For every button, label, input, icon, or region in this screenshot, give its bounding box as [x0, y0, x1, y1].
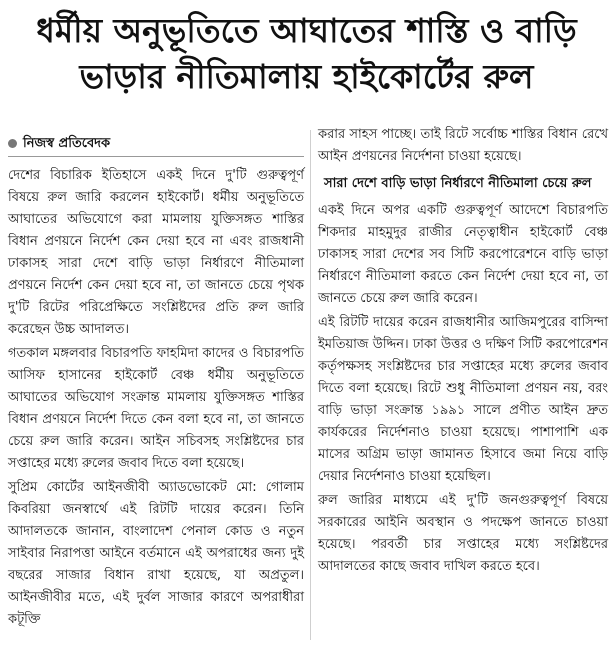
headline-line-2: ভাড়ার নীতিমালায় হাইকোর্টের রুল	[79, 57, 534, 96]
paragraph: সুপ্রিম কোর্টের আইনজীবী অ্যাডভোকেট মো: গোলাম কিবরিয়া জনস্বার্থে এই রিটটি দায়ের করেন। তিনি আদালতকে জানান, বাংলাদেশ পেনাল কোড ও নতুন সাইবার নিরাপত্তা আইনে বর্তমানে এই অপরাধের জন্য দুই বছরের সাজার বিধান রাখা হয়েছে, যা অপ্রতুল। আইনজীবীর মতে, এই দুর্বল সাজার কারণে অপরাধীরা কটূক্তি	[8, 480, 304, 627]
paragraph: এই রিটটি দায়ের করেন রাজধানীর আজিমপুরের বাসিন্দা ইমতিয়াজ উদ্দিন। ঢাকা উত্তর ও দক্ষিণ সিটি করপোরেশন কর্তৃপক্ষসহ সংশ্লিষ্টদের চার সপ্তাহের মধ্যে রুলের জবাব দিতে বলা হয়েছে। রিটে শুধু নীতিমালা প্রণয়ন নয়, বরং বাড়ি ভাড়া সংক্রান্ত ১৯৯১ সালে প্রণীত আইন দ্রুত কার্যকরের নির্দেশনাও চাওয়া হয়েছে। পাশাপাশি এক মাসের অগ্রিম ভাড়া জামানত হিসাবে জমা নিয়ে বাড়ি দেয়ার নির্দেশনাও চাওয়া হয়েছিল।	[318, 315, 608, 484]
paragraph: রুল জারির মাধ্যমে এই দু'টি জনগুরুত্বপূর্ণ বিষয়ে সরকারের আইনি অবস্থান ও পদক্ষেপ জানতে চাওয়া হয়েছে। পরবর্তী চার সপ্তাহের মধ্যে সংশ্লিষ্টদের আদালতের কাছে জবাব দাখিল করতে হবে।	[318, 493, 608, 574]
byline	[8, 134, 304, 157]
bullet-icon	[8, 139, 17, 148]
column-divider	[310, 130, 311, 640]
subheading: সারা দেশে বাড়ি ভাড়া নির্ধারণে নীতিমালা চেয়ে রুল	[324, 176, 592, 191]
paragraph: করার সাহস পাচ্ছে। তাই রিটে সর্বোচ্চ শাস্তির বিধান রেখে আইন প্রণয়নের নির্দেশনা চাওয়া হয়েছে।	[318, 127, 608, 164]
byline-text: নিজস্ব প্রতিবেদক	[23, 136, 111, 151]
left-column	[8, 128, 304, 631]
headline-line-1: ধর্মীয় অনুভূতিতে আঘাতের শাস্তি ও বাড়ি	[36, 11, 577, 50]
headline	[0, 8, 613, 100]
paragraph: গতকাল মঙ্গলবার বিচারপতি ফাহমিদা কাদের ও বিচারপতি আসিফ হাসানের হাইকোর্ট বেঞ্চ ধর্মীয় অনুভূতিতে আঘাতের অভিযোগ সংক্রান্ত মামলায় যুক্তিসঙ্গত শাস্তির বিধান প্রণয়নে নির্দেশ দিতে কেন বলা হবে না, তা জানতে চেয়ে রুল জারি করেন। আইন সচিবসহ সংশ্লিষ্টদের চার সপ্তাহের মধ্যে রুলের জবাব দিতে বলা হয়েছে।	[8, 346, 304, 471]
paragraph: একই দিনে অপর একটি গুরুত্বপূর্ণ আদেশে বিচারপতি শিকদার মাহমুদুর রাজীর নেতৃত্বাধীন হাইকোর্ট বেঞ্চ ঢাকাসহ সারা দেশের সব সিটি করপোরেশনে বাড়ি ভাড়া নির্ধারণে নীতিমালা করতে কেন নির্দেশ দেয়া হবে না, তা জানতে চেয়ে রুল জারি করেন।	[318, 203, 608, 306]
paragraph: দেশের বিচারিক ইতিহাসে একই দিনে দু'টি গুরুত্বপূর্ণ বিষয়ে রুল জারি করলেন হাইকোর্ট। ধর্মীয় অনুভূতিতে আঘাতের অভিযোগে করা মামলায় যুক্তিসঙ্গত শাস্তির বিধান প্রণয়নে নির্দেশ কেন দেয়া হবে না এবং রাজধানী ঢাকাসহ সারা দেশে বাড়ি ভাড়া নির্ধারণে নীতিমালা প্রণয়নে নির্দেশ কেন দেয়া হবে না, তা জানতে চেয়ে পৃথক দু'টি রিটের পরিপ্রেক্ষিতে সংশ্লিষ্টদের প্রতি রুল জারি করেছেন উচ্চ আদালত।	[8, 168, 304, 337]
right-column	[318, 124, 608, 578]
